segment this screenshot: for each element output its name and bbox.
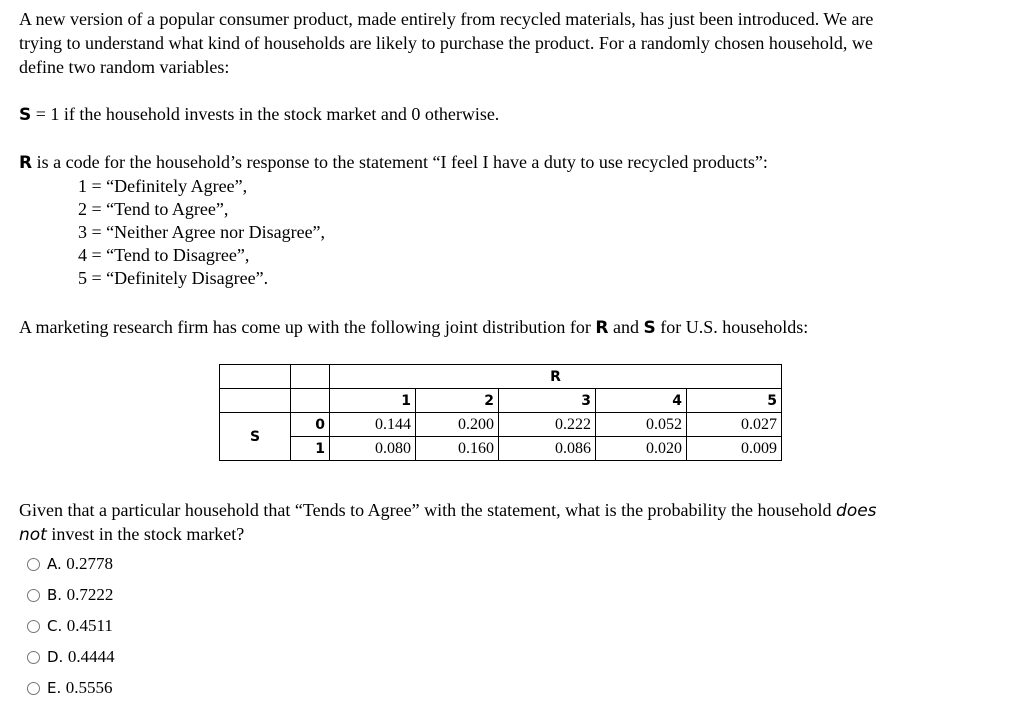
question-text: invest in the stock market? — [46, 524, 245, 544]
option-c[interactable] — [27, 616, 113, 636]
question-line-1 — [19, 500, 877, 521]
column-header: 2 — [416, 389, 499, 413]
row-header: 0 — [291, 413, 330, 437]
joint-distribution-table — [219, 364, 782, 461]
table-row — [220, 413, 782, 437]
joint-intro-mid: and — [608, 317, 644, 337]
question-text: Given that a particular household that “Tends to Agree” with the statement, what is the probability the household — [19, 500, 837, 520]
intro-line-3: define two random variables: — [19, 57, 230, 77]
joint-intro-post: for U.S. households: — [655, 317, 809, 337]
r-code-5: 5 = “Definitely Disagree”. — [78, 268, 269, 288]
table-cell: 0.086 — [499, 437, 596, 461]
joint-intro-s: S — [643, 318, 656, 338]
s-variable: S — [19, 105, 32, 125]
radio-button[interactable] — [27, 589, 40, 602]
table-cell: 0.160 — [416, 437, 499, 461]
radio-button[interactable] — [27, 620, 40, 633]
r-code-2: 2 = “Tend to Agree”, — [78, 199, 229, 219]
radio-button[interactable] — [27, 558, 40, 571]
radio-button[interactable] — [27, 651, 40, 664]
r-variable: R — [19, 153, 33, 173]
option-label: E. — [47, 679, 62, 697]
option-label: D. — [47, 648, 64, 666]
option-label: A. — [47, 555, 62, 573]
column-variable-header: R — [330, 365, 782, 389]
column-header: 1 — [330, 389, 416, 413]
table-cell: 0.200 — [416, 413, 499, 437]
table-cell: 0.027 — [687, 413, 782, 437]
option-d[interactable] — [27, 647, 115, 667]
option-value: 0.4444 — [67, 647, 115, 666]
r-code-4: 4 = “Tend to Disagree”, — [78, 245, 250, 265]
s-definition-text: = 1 if the household invests in the stock market and 0 otherwise. — [31, 104, 500, 124]
table-corner-cell — [220, 389, 291, 413]
joint-intro-r: R — [595, 318, 609, 338]
table-corner-cell — [220, 365, 291, 389]
joint-intro — [19, 317, 808, 338]
table-cell: 0.080 — [330, 437, 416, 461]
row-header: 1 — [291, 437, 330, 461]
question-emphasis: not — [19, 525, 47, 545]
table-cell: 0.020 — [596, 437, 687, 461]
table-corner-cell — [291, 389, 330, 413]
r-definition-text: is a code for the household’s response to the statement “I feel I have a duty to use recycled products”: — [32, 152, 768, 172]
question-emphasis: does — [836, 501, 877, 521]
option-a[interactable] — [27, 554, 113, 574]
option-label: C. — [47, 617, 63, 635]
option-value: 0.2778 — [66, 554, 114, 573]
option-value: 0.4511 — [66, 616, 113, 635]
table-corner-cell — [291, 365, 330, 389]
table-cell: 0.222 — [499, 413, 596, 437]
column-header: 3 — [499, 389, 596, 413]
table-cell: 0.144 — [330, 413, 416, 437]
option-e[interactable] — [27, 678, 113, 698]
joint-intro-pre: A marketing research firm has come up with the following joint distribution for — [19, 317, 596, 337]
table-cell: 0.052 — [596, 413, 687, 437]
column-header: 4 — [596, 389, 687, 413]
intro-line-2: trying to understand what kind of households are likely to purchase the product. For a randomly chosen household, we — [19, 33, 873, 53]
table-cell: 0.009 — [687, 437, 782, 461]
option-b[interactable] — [27, 585, 113, 605]
s-definition — [19, 104, 499, 125]
radio-button[interactable] — [27, 682, 40, 695]
option-value: 0.5556 — [65, 678, 113, 697]
row-variable-header: S — [220, 413, 291, 461]
r-code-1: 1 = “Definitely Agree”, — [78, 176, 248, 196]
r-definition — [19, 152, 768, 173]
question-line-2 — [19, 524, 244, 545]
column-header: 5 — [687, 389, 782, 413]
intro-line-1: A new version of a popular consumer product, made entirely from recycled materials, has just been introduced. We are — [19, 9, 874, 29]
r-code-3: 3 = “Neither Agree nor Disagree”, — [78, 222, 326, 242]
option-value: 0.7222 — [66, 585, 114, 604]
table-row — [220, 437, 782, 461]
option-label: B. — [47, 586, 63, 604]
